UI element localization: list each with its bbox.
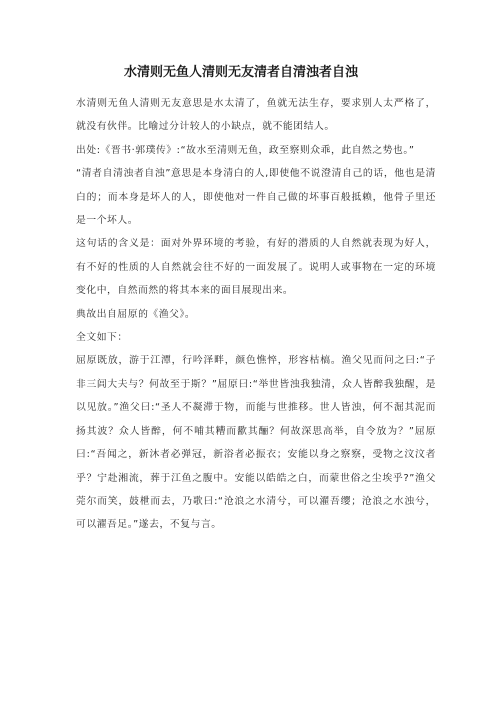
document-title: 水清则无鱼人清则无友清者自清浊者自浊 (124, 65, 359, 80)
document-page (76, 64, 436, 537)
paragraph-fulltext-heading: 全文如下： (76, 332, 128, 344)
paragraph-fisherman-text: 屈原既放，游于江潭，行吟泽畔，颜色憔悴，形容枯槁。渔父见而问之曰:“子非三闾大夫与？何故至于斯？”屈原曰:“举世皆浊我独清，众人皆醉我独醒，是以见放。”渔父曰:“圣人不凝滞于物，而能与世推移。世人皆浊，何不淈其泥而扬其波？众人皆醉，何不哺其糟而歠其酾？何故深思高举，自令放为？”屈原曰:“吾闻之，新沐者必弹冠，新浴者必振衣；安能以身之察察，受物之汶汶者乎？宁赴湘流，葬于江鱼之腹中。安能以皓皓之白，而蒙世俗之尘埃乎?”渔父莞尔而笑，鼓枻而去，乃歌曰:“沧浪之水清兮，可以濯吾缨；沧浪之水浊兮，可以濯吾足。”遂去，不复与言。 (76, 355, 436, 531)
paragraph-source: 出处:《晋书·郭璞传》:“故水至清则无鱼，政至察则众乖，此自然之势也。” (76, 144, 415, 156)
paragraph-meaning: 水清则无鱼人清则无友意思是水太清了，鱼就无法生存，要求别人太严格了，就没有伙伴。比喻过分计较人的小缺点，就不能团结人。 (76, 98, 436, 133)
paragraph-explanation: “清者自清浊者自浊”意思是本身清白的人,即使他不说澄清自己的话，他也是清白的；而本身是坏人的人，即使他对一件自己做的坏事百般抵赖，他骨子里还是一个坏人。 (76, 168, 436, 227)
paragraph-implication: 这句话的含义是：面对外界环境的考验，有好的潜质的人自然就表现为好人，有不好的性质的人自然就会往不好的一面发展了。说明人或事物在一定的环境变化中，自然而然的将其本来的面目展现出来。 (76, 238, 436, 297)
paragraph-allusion: 典故出自屈原的《渔父》。 (76, 308, 196, 320)
